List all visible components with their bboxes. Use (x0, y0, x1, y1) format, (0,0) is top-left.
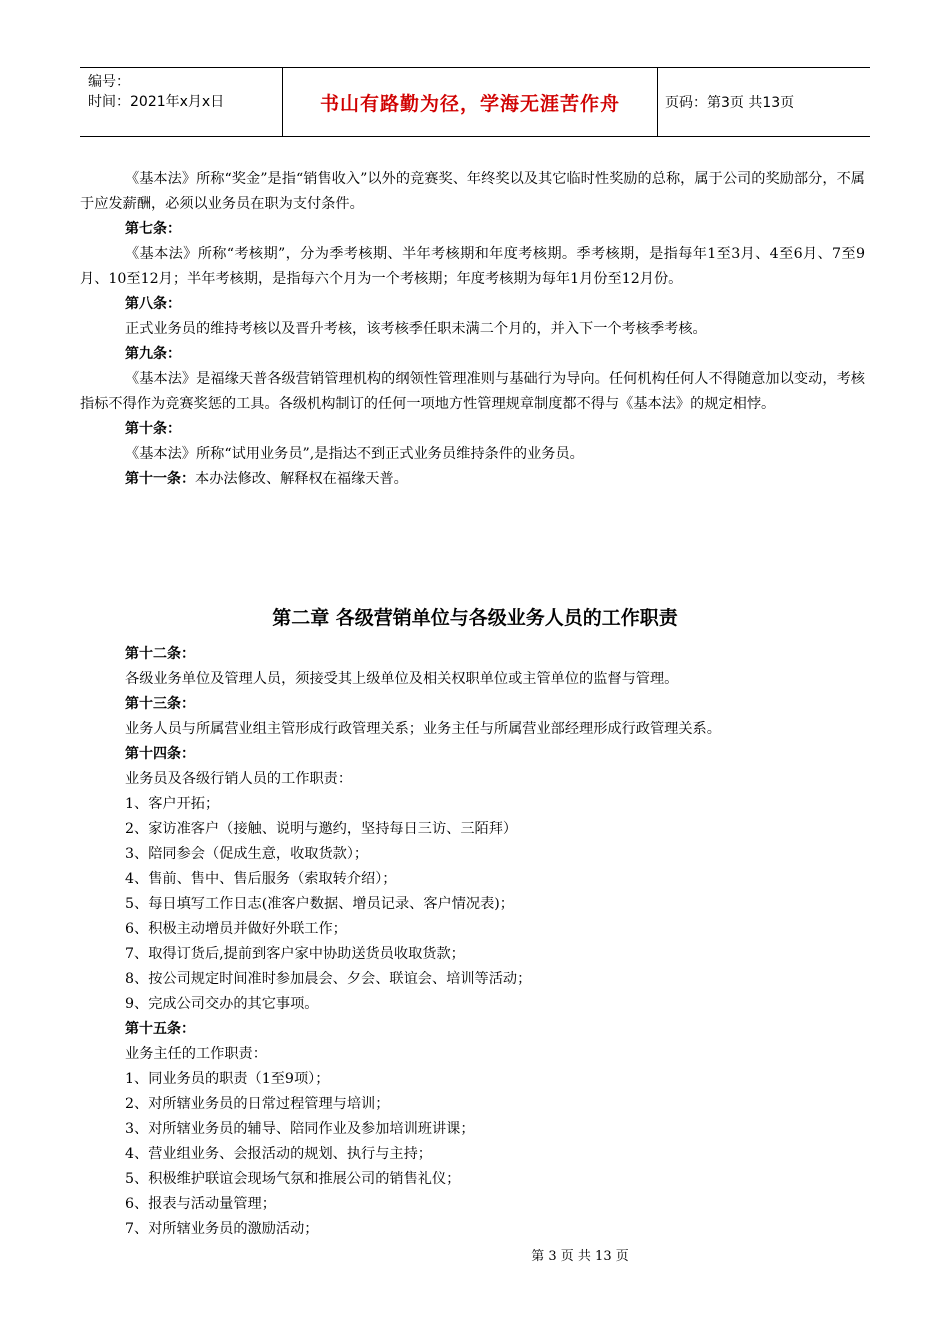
list-item: 6、积极主动增员并做好外联工作； (125, 921, 347, 937)
article-12-text: 各级业务单位及管理人员，须接受其上级单位及相关权职单位或主管单位的监督与管理。 (125, 671, 679, 687)
list-item: 1、客户开拓； (125, 796, 220, 812)
list-item: 6、报表与活动量管理； (125, 1196, 276, 1212)
paragraph-bonus: 《基本法》所称“奖金”是指“销售收入”以外的竞赛奖、年终奖以及其它临时性奖励的总称，属于公司的奖励部分，不属于应发薪酬，必须以业务员在职为支付条件。 (80, 171, 865, 212)
article-15-intro: 业务主任的工作职责： (125, 1046, 267, 1062)
article-13-text: 业务人员与所属营业组主管形成行政管理关系；业务主任与所属营业部经理形成行政管理关系。 (125, 721, 721, 737)
article-15-title: 第十五条： (125, 1021, 195, 1037)
header-time-label: 时间：2021年x月x日 (88, 94, 225, 110)
list-item: 9、完成公司交办的其它事项。 (125, 996, 319, 1012)
list-item: 5、积极维护联谊会现场气氛和推展公司的销售礼仪； (125, 1171, 461, 1187)
article-8-title: 第八条： (125, 296, 181, 312)
article-13-title: 第十三条： (125, 696, 195, 712)
article-10-text: 《基本法》所称“试用业务员”,是指达不到正式业务员维持条件的业务员。 (125, 446, 584, 462)
list-item: 3、对所辖业务员的辅导、陪同作业及参加培训班讲课； (125, 1121, 475, 1137)
page-footer: 第 3 页 共 13 页 (531, 1249, 629, 1264)
header-number-label: 编号： (88, 74, 130, 90)
article-7-text: 《基本法》所称“考核期”，分为季考核期、半年考核期和年度考核期。季考核期，是指每年1至3月、4至6月、7至9月、10至12月；半年考核期，是指每六个月为一个考核期；年度考核期为每年1月份至12月份。 (80, 246, 865, 287)
section-general-provisions (80, 167, 865, 492)
section-duties (80, 642, 865, 1242)
article-7-title: 第七条： (125, 221, 181, 237)
list-item: 5、每日填写工作日志(准客户数据、增员记录、客户情况表)； (125, 896, 514, 912)
article-11-text: 本办法修改、解释权在福缘天普。 (195, 471, 408, 487)
header-motto: 书山有路勤为径，学海无涯苦作舟 (319, 92, 620, 115)
list-item: 2、家访准客户（接触、说明与邀约，坚持每日三访、三陌拜） (125, 821, 518, 837)
article-11 (80, 467, 865, 492)
list-item: 8、按公司规定时间准时参加晨会、夕会、联谊会、培训等活动； (125, 971, 532, 987)
article-9-title: 第九条： (125, 346, 181, 362)
article-11-title: 第十一条： (125, 471, 195, 487)
list-item: 7、取得订货后,提前到客户家中协助送货员收取货款； (125, 946, 465, 962)
header-meta (88, 72, 224, 112)
list-item: 3、陪同参会（促成生意，收取货款）； (125, 846, 369, 862)
article-8-text: 正式业务员的维持考核以及晋升考核，该考核季任职未满二个月的，并入下一个考核季考核。 (125, 321, 707, 337)
article-9-text: 《基本法》是福缘天普各级营销管理机构的纲领性管理准则与基础行为导向。任何机构任何人不得随意加以变动，考核指标不得作为竞赛奖惩的工具。各级机构制订的任何一项地方性管理规章制度都不得与《基本法》的规定相悖。 (80, 371, 865, 412)
header-page-label: 页码：第3页 共13页 (665, 95, 795, 111)
list-item: 7、对所辖业务员的激励活动； (125, 1221, 319, 1237)
page-header-table (80, 67, 870, 137)
chapter-title: 第二章 各级营销单位与各级业务人员的工作职责 (272, 607, 678, 629)
list-item: 4、售前、售中、售后服务（索取转介绍）； (125, 871, 397, 887)
article-14-title: 第十四条： (125, 746, 195, 762)
header-divider (657, 68, 658, 136)
list-item: 4、营业组业务、会报活动的规划、执行与主持； (125, 1146, 432, 1162)
list-item: 1、同业务员的职责（1至9项）； (125, 1071, 330, 1087)
list-item: 2、对所辖业务员的日常过程管理与培训； (125, 1096, 390, 1112)
article-14-intro: 业务员及各级行销人员的工作职责： (125, 771, 353, 787)
article-10-title: 第十条： (125, 421, 181, 437)
article-12-title: 第十二条： (125, 646, 195, 662)
